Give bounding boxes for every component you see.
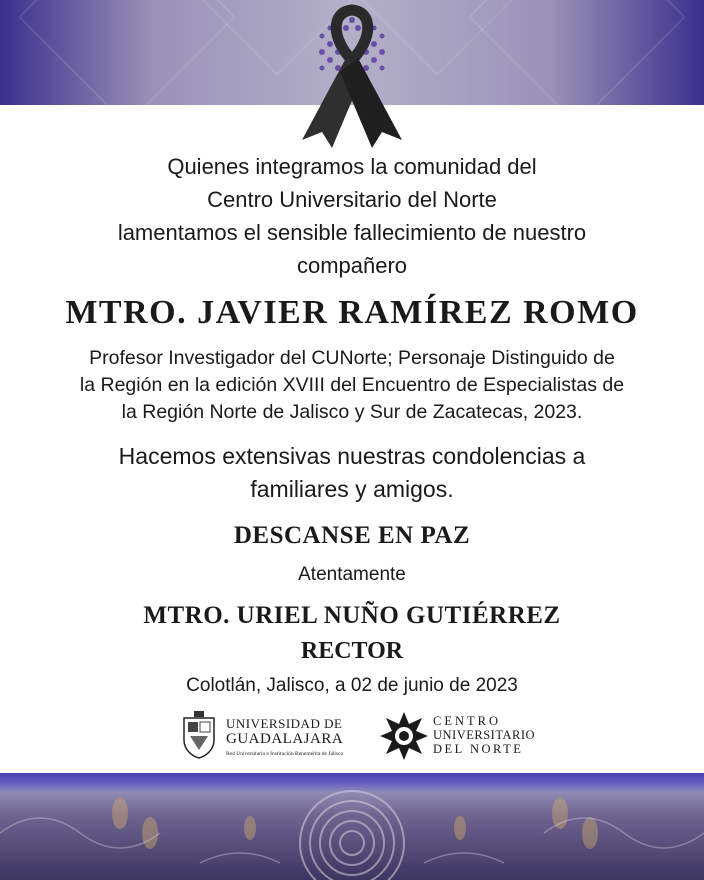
udg-tagline: Red Universitaria e Institución Benemérita de Jalisco [226,751,344,757]
condolences-line: Hacemos extensivas nuestras condolencias a [118,443,586,469]
rest-in-peace: DESCANSE EN PAZ [233,522,471,549]
institution-logos [0,708,704,768]
intro-line: Quienes integramos la comunidad del [167,154,537,179]
mourning-ribbon-icon [282,0,422,150]
description-line: Profesor Investigador del CUNorte; Personaje Distinguido de [89,347,615,369]
description-line: la Región en la edición XVIII del Encuentro de Especialistas de [79,374,625,396]
udg-name-line2: GUADALAJARA [226,731,344,747]
deceased-description [0,345,704,426]
cunorte-name-line1: CENTRO [433,714,501,728]
udg-shield-icon [180,710,218,760]
deceased-name: MTRO. JAVIER RAMÍREZ ROMO [65,294,639,331]
intro-line: lamentamos el sensible fallecimiento de nuestro [117,220,587,245]
intro-line: Centro Universitario del Norte [207,187,497,212]
cunorte-logo [378,708,548,768]
bottom-decorative-band [0,773,704,880]
cunorte-emblem-icon [378,710,430,762]
signer-title: RECTOR [300,638,404,664]
description-line: la Región Norte de Jalisco y Sur de Zacatecas, 2023. [121,401,583,423]
signer-name: MTRO. URIEL NUÑO GUTIÉRREZ [143,602,561,629]
condolences-text [0,440,704,506]
cunorte-name-line3: DEL NORTE [433,742,524,756]
udg-name-line1: UNIVERSIDAD DE [226,716,343,731]
condolences-line: familiares y amigos. [250,476,454,502]
cunorte-name-line2: UNIVERSITARIO [433,728,536,742]
closing-text: Atentamente [298,564,406,585]
udg-logo [180,708,350,768]
intro-text [0,150,704,282]
intro-line: compañero [296,253,408,278]
place-date: Colotlán, Jalisco, a 02 de junio de 2023 [186,675,518,696]
